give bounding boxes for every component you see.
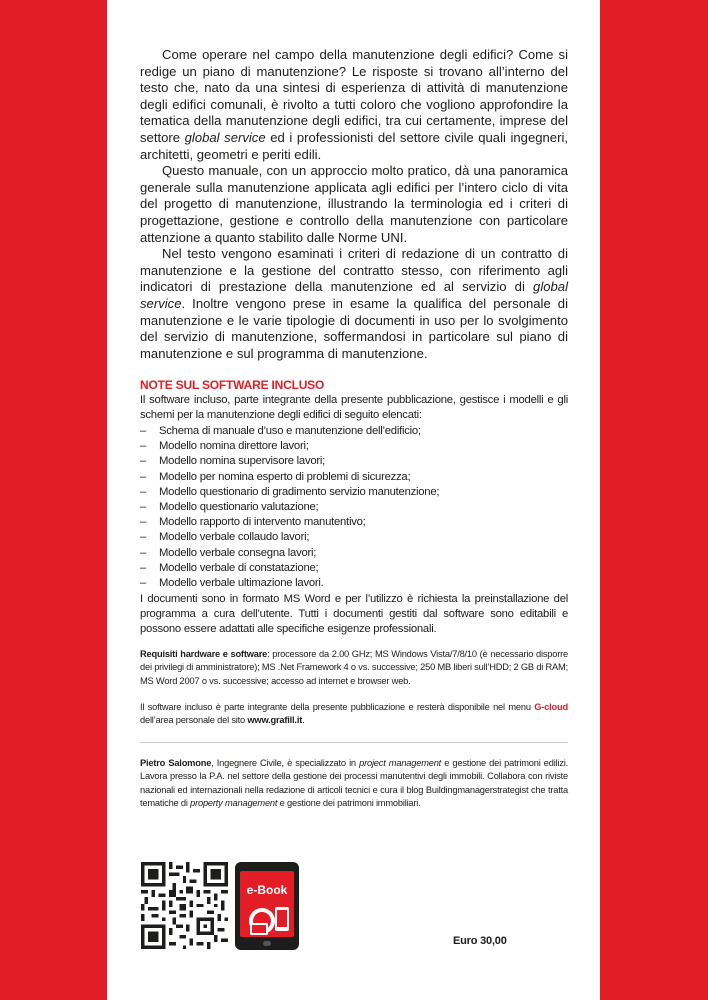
- divider: [140, 742, 568, 743]
- software-description: Il software incluso, parte integrante della presente pubblicazione, gestisce i modelli e gli schemi per la manutenzione degli edifici di seguito elencati:: [140, 394, 568, 422]
- qr-code-icon: [141, 862, 228, 949]
- intro-paragraph-3: Nel testo vengono esaminati i criteri di redazione di un contratto di manutenzione e la gestione del contratto stesso, con riferimento agli indicatori di prestazione della manutenzione ed al servizio di global service. Inoltre vengono prese in esame la qualifica del personale di manutenzione e le varie tipologie di documenti in uso per lo svolgimento del servizio di manutenzione, soffermandosi in particolare sul piano di manutenzione e sul programma di manutenzione.: [140, 246, 568, 361]
- list-item: – Modello nomina supervisore lavori;: [140, 454, 568, 469]
- list-item: – Modello per nomina esperto di problemi di sicurezza;: [140, 470, 568, 485]
- price-label: Euro 30,00: [453, 935, 507, 947]
- list-item: – Modello verbale consegna lavori;: [140, 546, 568, 561]
- list-item: – Modello verbale ultimazione lavori.: [140, 576, 568, 591]
- requirements-text: Requisiti hardware e software: processore da 2.00 GHz; MS Windows Vista/7/8/10 (è necessario disporre dei privilegi di amministratore); MS .Net Framework 4 o vs. successive; 250 MB liberi sull’HDD; 2 GB di RAM; MS Word 2007 o vs. successive; accesso ad internet e browser web.: [140, 649, 568, 686]
- list-item: – Modello rapporto di intervento manutentivo;: [140, 515, 568, 530]
- gcloud-name: G-cloud: [534, 702, 568, 712]
- ebook-label: e-Book: [246, 883, 288, 897]
- list-item: – Modello questionario di gradimento servizio manutenzione;: [140, 485, 568, 500]
- list-item: – Modello nomina direttore lavori;: [140, 439, 568, 454]
- site-link[interactable]: www.grafill.it: [247, 715, 303, 726]
- list-item: – Schema di manuale d’uso e manutenzione dell’edificio;: [140, 424, 568, 439]
- ebook-screen: [240, 871, 294, 937]
- intro-text: [140, 47, 568, 362]
- intro-paragraph-2: Questo manuale, con un approccio molto pratico, dà una panoramica generale sulla manutenzione applicata agli edifici per l’intero ciclo di vita del progetto di manutenzione, illustrando la terminologia ed i criteri di progettazione, gestione e controllo della manutenzione con particolare attenzione a quanto stabilito dalle Norme UNI.: [140, 163, 568, 245]
- tablet-home-button: [263, 941, 271, 946]
- intro-paragraph-1: Come operare nel campo della manutenzione degli edifici? Come si redige un piano di manutenzione? Le risposte si trovano all’interno del testo che, nato da una sintesi di esperienza di attività di manutenzione degli edifici comunali, è rivolto a tutti coloro che vogliono approfondire la tematica della manutenzione degli edifici, tra cui certamente, imprese del settore global service ed i professionisti del settore civile quali ingegneri, architetti, geometri e periti edili.: [140, 47, 568, 162]
- author-name: Pietro Salomone: [140, 758, 212, 768]
- software-documents-note: I documenti sono in formato MS Word e per l’utilizzo è richiesta la preinstallazione del programma a cura dell’utente. Tutti i documenti gestiti dal software sono editabili e possono essere adattati alle specifiche esigenze professionali.: [140, 593, 568, 636]
- ebook-tablet-icon: [235, 862, 299, 950]
- devices-icon: [240, 901, 294, 937]
- author-bio: Pietro Salomone, Ingegnere Civile, è specializzato in project management e gestione dei patrimoni edilizi. Lavora presso la P.A. nel settore della gestione dei processi manutentivi degli immobili. Collabora con riviste nazionali ed internazionali nella redazione di articoli tecnici e cura il blog Buildingmanagerstrategist che tratta tematiche di property management e gestione dei patrimoni immobiliari.: [140, 758, 569, 809]
- software-notes-title: NOTE SUL SOFTWARE INCLUSO: [140, 378, 325, 392]
- list-item: – Modello verbale collaudo lavori;: [140, 530, 568, 545]
- gcloud-note: Il software incluso è parte integrante della presente pubblicazione e resterà disponibile nel menu G-cloud dell’area personale del sito www.grafill.it.: [140, 702, 568, 726]
- list-item: – Modello questionario valutazione;: [140, 500, 568, 515]
- software-items-list: [140, 424, 568, 591]
- list-item: – Modello verbale di constatazione;: [140, 561, 568, 576]
